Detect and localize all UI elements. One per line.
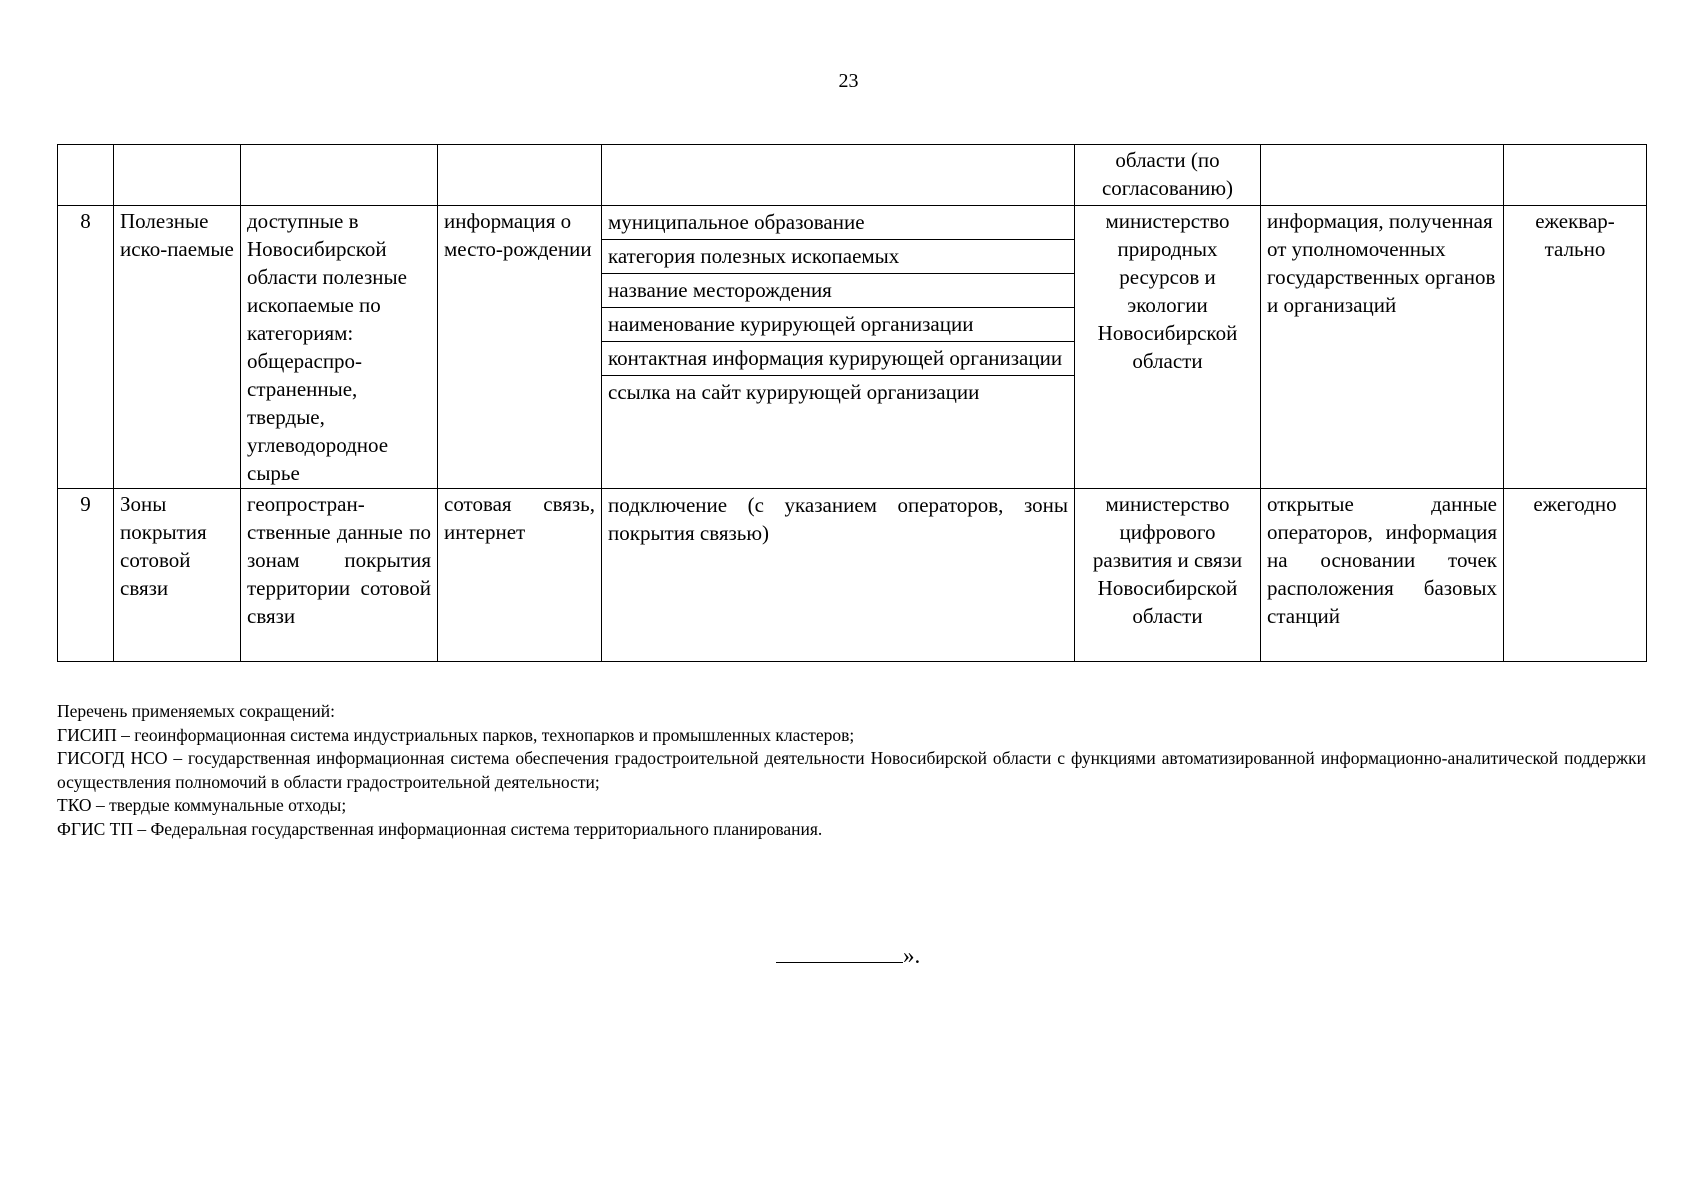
cell-frequency: ежеквар-тально bbox=[1504, 206, 1647, 489]
cell-name: Зоны покрытия сотовой связи bbox=[114, 489, 241, 662]
cell-frequency bbox=[1504, 145, 1647, 206]
abbreviation-item: ФГИС ТП – Федеральная государственная информационная система территориального планирования. bbox=[57, 818, 823, 839]
cell-attributes bbox=[602, 206, 1075, 489]
cell-source: информация, полученная от уполномоченных государственных органов и организаций bbox=[1261, 206, 1504, 489]
attribute-item: категория полезных ископаемых bbox=[602, 240, 1074, 274]
cell-name bbox=[114, 145, 241, 206]
cell-owner: области (по согласованию) bbox=[1075, 145, 1261, 206]
cell-source bbox=[1261, 145, 1504, 206]
cell-description bbox=[241, 145, 438, 206]
abbreviations-list bbox=[57, 700, 1646, 841]
cell-info-type: сотовая связь, интернет bbox=[438, 489, 602, 662]
table-row bbox=[58, 206, 1647, 489]
signature-line bbox=[776, 942, 903, 963]
cell-name: Полезные иско-паемые bbox=[114, 206, 241, 489]
attribute-item: название месторождения bbox=[602, 274, 1074, 308]
cell-num bbox=[58, 145, 114, 206]
attribute-item: муниципальное образование bbox=[602, 206, 1074, 240]
cell-description: геопростран-ственные данные по зонам покрытия территории сотовой связи bbox=[241, 489, 438, 662]
data-table bbox=[57, 144, 1647, 662]
abbreviation-item: ГИСОГД НСО – государственная информационная система обеспечения градостроительной деятельности Новосибирской области с функциями автоматизированной информационно-аналитической поддержки осуществления полномочий в области градостроительной деятельности; bbox=[57, 748, 1646, 792]
cell-num: 9 bbox=[58, 489, 114, 662]
abbreviation-item: ТКО – твердые коммунальные отходы; bbox=[57, 795, 347, 815]
cell-num: 8 bbox=[58, 206, 114, 489]
attribute-item: наименование курирующей организации bbox=[602, 308, 1074, 342]
attribute-item: подключение (с указанием операторов, зоны покрытия связью) bbox=[608, 493, 1068, 545]
attribute-item: контактная информация курирующей организации bbox=[602, 342, 1074, 376]
cell-info-type: информация о место-рождении bbox=[438, 206, 602, 489]
attribute-item: ссылка на сайт курирующей организации bbox=[608, 380, 980, 404]
cell-source: открытые данные операторов, информация на основании точек расположения базовых станций bbox=[1261, 489, 1504, 662]
closing-quote: ». bbox=[903, 943, 921, 968]
page-number: 23 bbox=[838, 70, 859, 92]
cell-attributes bbox=[602, 489, 1075, 662]
abbreviations-heading: Перечень применяемых сокращений: bbox=[57, 701, 335, 721]
cell-frequency: ежегодно bbox=[1504, 489, 1647, 662]
cell-info-type bbox=[438, 145, 602, 206]
table-row bbox=[58, 489, 1647, 662]
cell-description: доступные в Новосибирской области полезные ископаемые по категориям: общераспро-страненные, твердые, углеводородное сырье bbox=[241, 206, 438, 489]
cell-attributes bbox=[602, 145, 1075, 206]
cell-owner: министерство природных ресурсов и экологии Новосибирской области bbox=[1075, 206, 1261, 489]
table-row-continuation bbox=[58, 145, 1647, 206]
abbreviation-item: ГИСИП – геоинформационная система индустриальных парков, технопарков и промышленных кластеров; bbox=[57, 724, 855, 745]
closing-mark bbox=[776, 942, 920, 969]
cell-owner: министерство цифрового развития и связи Новосибирской области bbox=[1075, 489, 1261, 662]
